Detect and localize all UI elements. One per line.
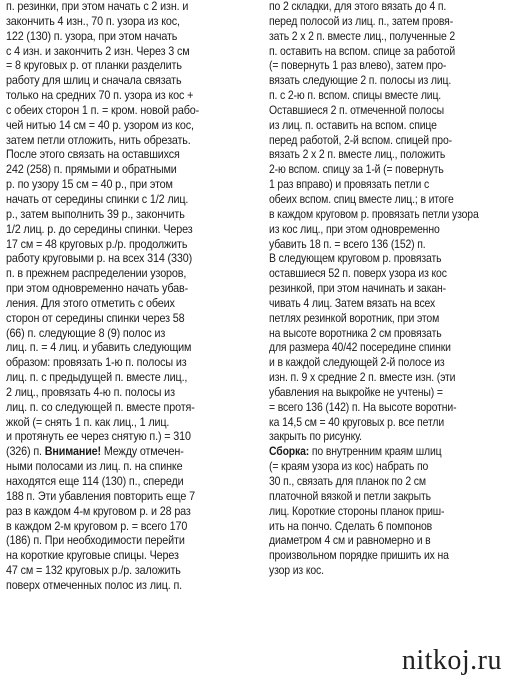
text-line: После этого связать на оставшихся	[6, 148, 180, 162]
text-line: п. с 2-ю п. вспом. спицы вместе лиц.	[269, 89, 442, 103]
text-line: (= повернуть 1 раз влево), затем про-	[269, 59, 447, 73]
text-line: перед полосой из лиц. п., затем провя-	[269, 14, 454, 28]
text-line: вязать следующие 2 п. полосы из лиц.	[269, 74, 452, 88]
text-line: работу для шлиц и сначала связать	[6, 74, 182, 88]
text-line: Оставшиеся 2 п. отмеченной полосы	[269, 103, 445, 117]
text-line: вязать 2 х 2 п. вместе лиц., положить	[269, 148, 446, 162]
text-line: 2-ю вспом. спицу за 1-й (= повернуть	[269, 163, 444, 177]
text-line: в каждом 2-м круговом р. = всего 170	[6, 519, 188, 533]
text-line: п. в прежнем распределении узоров,	[6, 267, 187, 281]
text-line: перед работой, 2-й вспом. спицей про-	[269, 133, 452, 147]
text-line: узор из кос.	[269, 564, 324, 578]
text-line: лиц. п. = 4 лиц. и убавить следующим	[6, 341, 192, 355]
text-line: п. оставить на вспом. спице за работой	[269, 44, 456, 58]
text-line: раз в каждом 4-м круговом р. и 28 раз	[6, 504, 191, 518]
text-line: начать от середины спинки с 1/2 лиц.	[6, 192, 189, 206]
text-line: (186) п. При необходимости перейти	[6, 534, 185, 548]
text-line: 17 см = 48 круговых р./р. продолжить	[6, 237, 188, 251]
text-line: 1 раз вправо) и провязать петли с	[269, 178, 430, 192]
text-line: образом: провязать 1-ю п. полосы из	[6, 356, 187, 370]
text-line: по 2 складки, для этого вязать до 4 п.	[269, 0, 447, 13]
text-line: 2 лиц., провязать 4-ю п. полосы из	[6, 385, 175, 399]
bold-emphasis: Сборка:	[269, 445, 310, 459]
text-line: резинкой, при этом начинать и закан-	[269, 282, 447, 296]
text-line: лиц. Короткие стороны планок приш-	[269, 504, 445, 518]
text-line: лиц. п. со следующей п. вместе протя-	[6, 400, 195, 414]
text-line: сторон от середины спинки через 58	[6, 311, 185, 325]
text-line: убавить 18 п. = всего 136 (152) п.	[269, 237, 426, 251]
text-line: зать 2 х 2 п. вместе лиц., полученные 2	[269, 29, 456, 43]
text-line: 30 п., связать для планок по 2 см	[269, 475, 426, 488]
text-line: и в каждой следующей 2-й полосе из	[269, 356, 445, 370]
text-line: жкой (= снять 1 п. как лиц., 1 лиц.	[6, 415, 170, 429]
text-line: Сборка: по внутренним краям шлиц	[269, 445, 442, 459]
text-line: лиц. п. с предыдущей п. вместе лиц.,	[6, 371, 188, 385]
text-line: из кос лиц., при этом одновременно	[269, 222, 440, 236]
text-line: чей нитью 14 см = 40 р. узором из кос,	[6, 118, 194, 132]
text-line: р., затем выполнить 39 р., закончить	[6, 207, 185, 221]
text-line: для размера 40/42 посередине спинки	[269, 341, 451, 355]
text-line: только на средних 70 п. узора из кос +	[6, 89, 194, 103]
text-line: петлях резинкой воротник, при этом	[269, 311, 440, 325]
text-line: (= краям узора из кос) набрать по	[269, 460, 429, 474]
right-text-column	[269, 0, 507, 579]
text-line: ить на пончо. Сделать 6 помпонов	[269, 519, 433, 533]
text-line: затем петли отложить, нить обрезать.	[6, 133, 191, 147]
bold-emphasis: Внимание!	[44, 445, 101, 459]
text-line: закрыть по рисунку.	[269, 430, 362, 444]
text-line: на короткие круговые спицы. Через	[6, 549, 179, 563]
text-line: из лиц. п. оставить на вспом. спице	[269, 118, 437, 132]
text-line: с обеих сторон 1 п. = кром. новой рабо-	[6, 103, 200, 117]
text-line: при этом одновременно начать убав-	[6, 282, 189, 296]
text-line: В следующем круговом р. провязать	[269, 252, 442, 266]
text-line: 242 (258) п. прямыми и обратными	[6, 163, 177, 177]
text-line: работу круговыми р. на всех 314 (330)	[6, 252, 193, 266]
text-line: на высоте воротника 2 см провязать	[269, 326, 442, 340]
text-line: оставшиеся 52 п. поверх узора из кос	[269, 267, 447, 281]
text-line: с 4 изн. и закончить 2 изн. Через 3 см	[6, 44, 190, 58]
text-line: (66) п. следующие 8 (9) полос из	[6, 326, 166, 340]
text-line: диаметром 4 см и равномерно и в	[269, 534, 431, 548]
text-line: 122 (130) п. узора, при этом начать	[6, 29, 178, 43]
text-line: чивать 4 лиц. Затем вязать на всех	[269, 296, 436, 310]
text-line: обеих вспом. спиц вместе лиц.; в итоге	[269, 192, 454, 206]
text-line: р. по узору 15 см = 40 р., при этом	[6, 178, 173, 192]
text-line: 47 см = 132 круговых р./р. заложить	[6, 564, 181, 578]
text-line: убавления на выкройке не учтены) =	[269, 385, 443, 399]
text-line: платочной вязкой и петли закрыть	[269, 489, 431, 503]
text-line: и протянуть ее через снятую п.) = 310	[6, 430, 191, 444]
site-watermark: nitkoj.ru	[401, 645, 502, 676]
text-line: п. резинки, при этом начать с 2 изн. и	[6, 0, 189, 13]
text-line: произвольном порядке пришить их на	[269, 549, 449, 563]
text-line: ка 14,5 см = 40 круговых р. все петли	[269, 415, 445, 429]
text-line: ными полосами из лиц. п. на спинке	[6, 460, 183, 474]
text-line: поверх отмеченных полос из лиц. п.	[6, 578, 183, 592]
text-line: 1/2 лиц. р. до середины спинки. Через	[6, 222, 193, 236]
left-text-column	[6, 0, 261, 594]
text-line: (326) п. Внимание! Между отмечен-	[6, 445, 184, 459]
text-line: = 8 круговых р. от планки разделить	[6, 59, 182, 73]
text-line: находятся еще 114 (130) п., спереди	[6, 475, 184, 488]
text-line: в каждом круговом р. провязать петли узора	[269, 207, 479, 221]
text-line: закончить 4 изн., 70 п. узора из кос,	[6, 14, 180, 28]
text-line: = всего 136 (142) п. На высоте воротни-	[269, 400, 457, 414]
text-line: 188 п. Эти убавления повторить еще 7	[6, 489, 195, 503]
text-line: ления. Для этого отметить с обеих	[6, 296, 175, 310]
text-line: изн. п. 9 х средние 2 п. вместе изн. (эти	[269, 371, 456, 385]
